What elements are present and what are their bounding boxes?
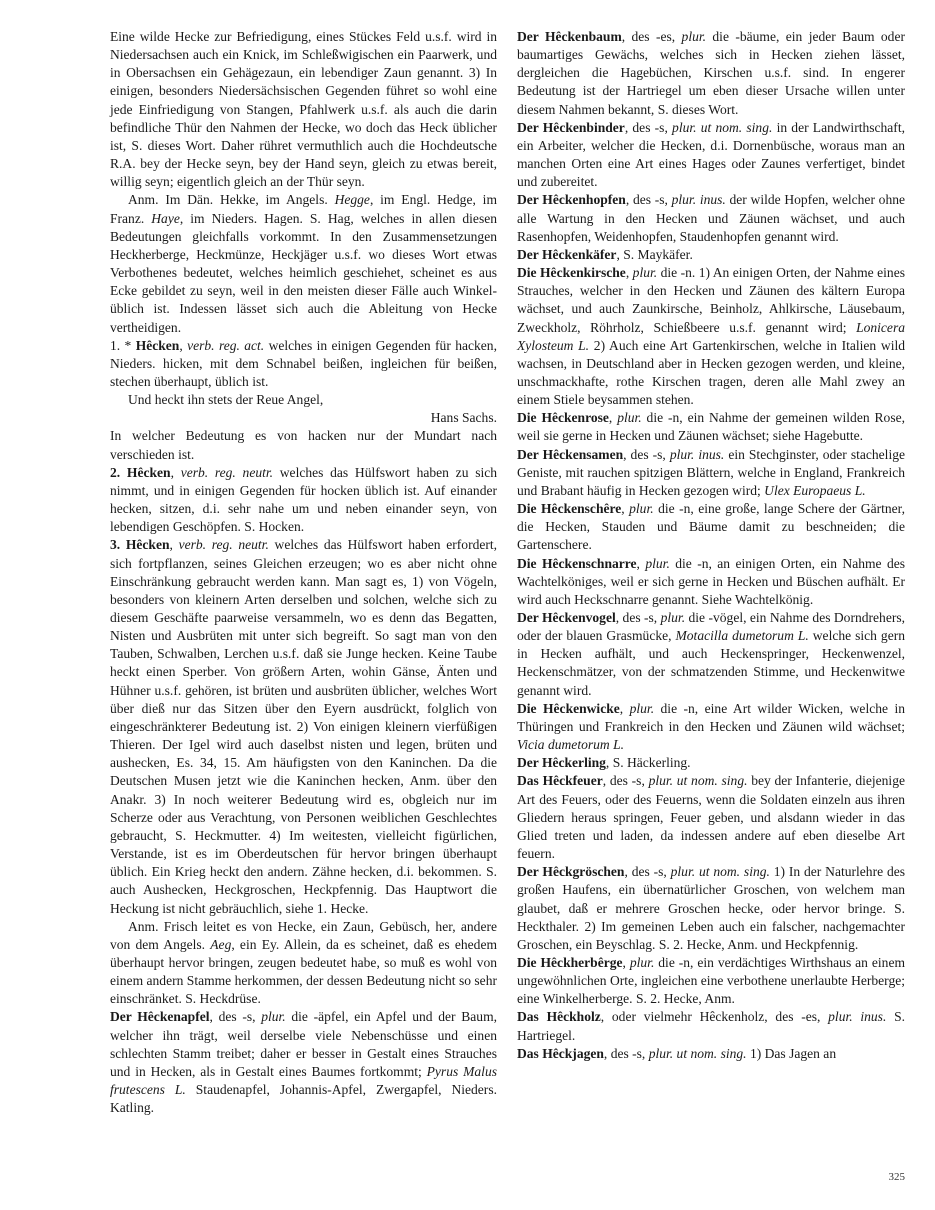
grammar-label: verb. reg. neutr. <box>178 537 269 553</box>
right-column <box>517 28 905 1063</box>
annotation-paragraph: Anm. Frisch leitet es von Hecke, ein Zaun, Gebüsch, her, andere von dem Angels. Aeg, ein Ey. Allein, da es scheinet, daß es ehedem überhaupt hervor bringen, zeugen bedeutet habe, so muß es wohl von einem andern Stamme herkommen, der dessen Bedeutung nicht so sehr einschränket. S. Heckdrüse. <box>110 918 497 1007</box>
entry-heckjagen: Das Hêckjagen, des -s, plur. ut nom. sing. 1) Das Jagen an <box>517 1045 837 1061</box>
entry-paragraph: In welcher Bedeutung es von hacken nur der Mundart nach verschieden ist. <box>110 428 497 462</box>
grammar-label: plur. inus. <box>828 1009 887 1025</box>
headword: Der Hêckgröschen <box>517 864 625 880</box>
entry-heckenbaum: Der Hêckenbaum, des -es, plur. die -bäume, ein jeder Baum oder baumartiges Gewächs, welches sich in Hecken ziehen lässet, dergleichen die Hagebüchen, Kirschen u.s.f. sind. In engerer Bedeutung ist der Hartriegel um eben dieser Ursache willen unter diesem Nahmen bekannt, S. dieses Wort. <box>517 29 905 117</box>
headword: Die Hêckenwicke <box>517 700 620 716</box>
entry-heckfeuer: Das Hêckfeuer, des -s, plur. ut nom. sing. bey der Infanterie, diejenige Art des Feuers, oder des Feuerns, wenn die Soldaten einzeln aus ihren Gliedern heraus springen, Feuer geben, und alsdann wieder in das Glied treten und laden, da indessen andere auf eben dieselbe Art feuern. <box>517 773 905 862</box>
headword: Der Hêckerling <box>517 755 606 771</box>
headword: Hêcken <box>126 464 171 480</box>
grammar-label: plur. ut nom. sing. <box>670 864 770 880</box>
grammar-label: plur. <box>261 1009 286 1025</box>
headword: Die Hêckenrose <box>517 410 609 426</box>
headword: Hêcken <box>125 537 170 553</box>
grammar-label: plur. <box>629 954 655 970</box>
grammar-label: plur. <box>629 501 654 517</box>
entry-hecken-1: 1. * Hêcken, verb. reg. act. welches in einigen Gegenden für hacken, Nieders. hicken, mit dem Schnabel beißen, ingleichen für beißen, stechen überhaupt, üblich ist. <box>110 337 497 389</box>
entry-heckenbinder: Der Hêckenbinder, des -s, plur. ut nom. sing. in der Landwirthschaft, ein Arbeiter, welcher die Hecken, d.i. Dornenbüsche, woraus man an manchen Orten eine Art eines Hages oder Zaunes verfertiget, bindet und zubereitet. <box>517 119 905 190</box>
grammar-label: plur. ut nom. sing. <box>648 773 748 789</box>
page-number: 325 <box>888 1171 905 1183</box>
grammar-label: plur. <box>660 610 686 625</box>
entry-heckensamen: Der Hêckensamen, des -s, plur. inus. ein Stechginster, oder stachelige Geniste, mit rauchen spitzigen Blättern, welche in England, Frankreich und Brabant häufig in Hecken gezogen wird; Ulex Europaeus L. <box>517 446 905 498</box>
headword: Der Hêckenkäfer <box>517 246 617 262</box>
quote-line: Und heckt ihn stets der Reue Angel, <box>128 392 324 408</box>
entry-heckenwicke: Die Hêckenwicke, plur. die -n, eine Art wilder Wicken, welche in Thüringen und Frankreich in den Hecken und Zäunen wild wächset; Vicia dumetorum L. <box>517 700 905 753</box>
entry-heckenhopfen: Der Hêckenhopfen, des -s, plur. inus. der wilde Hopfen, welcher ohne alle Wartung in den Hecken und Zäunen wächset, und auch Rasenhopfen, Weidenhopfen, Staudenhopfen genannt wird. <box>517 192 906 244</box>
entry-heckenschnarre: Die Hêckenschnarre, plur. die -n, an einigen Orten, ein Nahme des Wachtelköniges, weil er sich gerne in Hecken und Büschen aufhält. Er wird auch Heckschnarre genannt. Siehe Wachtelkönig. <box>517 555 905 607</box>
grammar-label: plur. <box>617 410 642 426</box>
grammar-label: plur. ut nom. sing. <box>672 119 773 135</box>
entry-heckenschere: Die Hêckenschêre, plur. die -n, eine große, lange Schere der Gärtner, die Hecken, Stauden und Bäume damit zu beschneiden; die Gartenschere. <box>517 501 906 553</box>
headword: Der Hêckensamen <box>517 446 624 462</box>
grammar-label: plur. <box>629 700 655 716</box>
grammar-label: plur. <box>681 29 707 44</box>
headword: Die Hêckenschnarre <box>517 555 637 571</box>
grammar-label: verb. reg. neutr. <box>180 464 274 480</box>
grammar-label: plur. inus. <box>669 446 725 462</box>
grammar-label: plur. <box>632 265 658 281</box>
entry-heckenkirsche: Die Hêckenkirsche, plur. die -n. 1) An einigen Orten, der Nahme eines Strauches, welcher in den Hecken und Zäunen des kältern Europa wächset, und auch Zaunkirsche, Beinholz, Ahlkirsche, Läusebaum, Zweckholz, Röhrholz, Schießbeere u.s.f. genannt wird; Lonicera Xylosteum L. 2) Auch eine Art Gartenkirschen, welche in Italien wild wachsen, in Deutschland aber in Hecken gezogen werden, und kleine, unschmackhafte, rothe Kirschen tragen, deren alle Mahl zwey an einem Stiele beysammen stehen. <box>517 265 905 408</box>
headword: Das Hêckholz <box>517 1009 601 1025</box>
headword: Das Hêckfeuer <box>517 773 603 789</box>
entry-paragraph: Eine wilde Hecke zur Befriedigung, eines Stückes Feld u.s.f. wird in Niedersachsen auch ein Knick, im Schleßwigischen ein Paarwerk, und in Obersachsen ein Gehägezaun, ein lebendiger Zaun genannt. 3) In einigen, besonders Niedersächsischen Gegenden führet so wohl eine jede Einfriedigung von Stangen, Pfahlwerk u.s.f. als auch die darin befindliche Thür den Nahmen der Hecke, wo doch das Heck üblicher ist, S. dieses Wort. Daher rühret vermuthlich auch die Hochdeutsche R.A. bey der Hecke seyn, bey der Hand seyn, gleich zu etwas bereit, willig seyn; eigentlich gleich an der Thür seyn. <box>110 29 497 190</box>
grammar-label: plur. inus. <box>671 192 726 208</box>
grammar-label: plur. <box>645 555 670 571</box>
entry-heckenkaefer: Der Hêckenkäfer, S. Maykäfer. <box>517 246 693 262</box>
entry-heckenrose: Die Hêckenrose, plur. die -n, ein Nahme der gemeinen wilden Rose, weil sie gerne in Hecken und Zäunen wächset; siehe Hagebutte. <box>517 410 905 444</box>
headword: Die Hêckherbêrge <box>517 954 623 970</box>
headword: Der Hêckenhopfen <box>517 192 626 208</box>
latin-name: Lonicera Xylosteum L. <box>517 319 905 353</box>
headword: Das Hêckjagen <box>517 1045 604 1061</box>
grammar-label: verb. reg. act. <box>187 337 265 353</box>
headword: Der Hêckenvogel <box>517 610 616 625</box>
entry-heckerling: Der Hêckerling, S. Häckerling. <box>517 755 691 771</box>
entry-heckenapfel: Der Hêckenapfel, des -s, plur. die -äpfel, ein Apfel und der Baum, welcher ihn trägt, weil derselbe viele Nebenschüsse und einen schlechten Stamm treibet; daher er besser in Gestalt eines Strauches und in Hecken, als in Gestalt eines Baumes fortkommt; Pyrus Malus frutescens L. Staudenapfel, Johannis-Apfel, Zwergapfel, Nieders. Katling. <box>110 1009 497 1116</box>
entry-heckenvogel: Der Hêckenvogel, des -s, plur. die -vögel, ein Nahme des Dorndrehers, oder der blauen Grasmücke, Motacilla dumetorum L. welche sich gern in Hecken aufhält, und auch Heckenspringer, Heckenwenzel, Heckenschmätzer, von der schmatzenden Stimme, und Heckenwitwe genannt wird. <box>517 610 905 698</box>
headword: Der Hêckenbaum <box>517 29 622 44</box>
left-column <box>110 28 497 1117</box>
latin-name: Ulex Europaeus L. <box>764 482 866 498</box>
headword: Die Hêckenkirsche <box>517 265 626 281</box>
entry-heckherberge: Die Hêckherbêrge, plur. die -n, ein verdächtiges Wirthshaus an einem ungewöhnlichen Orte, ingleichen eine verbothene unerlaubte Herberge; eine Winkelherberge. S. 2. Hecke, Anm. <box>517 954 905 1007</box>
latin-name: Motacilla dumetorum L. <box>675 628 809 644</box>
latin-name: Vicia dumetorum L. <box>517 737 624 753</box>
entry-heckholz: Das Hêckholz, oder vielmehr Hêckenholz, des -es, plur. inus. S. Hartriegel. <box>517 1009 906 1043</box>
headword: Der Hêckenbinder <box>517 119 625 135</box>
entry-heckgroschen: Der Hêckgröschen, des -s, plur. ut nom. sing. 1) In der Naturlehre des großen Haufens, ein übernatürlicher Groschen, von welchem man glaubet, daß er mehrere Groschen hecke, oder hervor bringe. S. Heckthaler. 2) Im gemeinen Leben auch ein falscher, nachgemachter Groschen, ein Beyschlag. S. 2. Hecke, Anm. und Heckpfennig. <box>517 864 905 952</box>
grammar-label: plur. ut nom. sing. <box>648 1045 747 1061</box>
annotation-paragraph: Anm. Im Dän. Hekke, im Angels. Hegge, im Engl. Hedge, im Franz. Haye, im Nieders. Hagen. S. Hag, welches in allen diesen Bedeutungen gleichfalls vorkommt. In den Zusammensetzungen Heckherberge, Heckmünze, Heckjäger u.s.f. wo dieses Wort etwas Verbothenes bedeutet, welches heimlich geschiehet, scheinet es aus Ecke gebildet zu seyn, weil in den meisten dieser Fälle auch Winkel- üblich ist. Indessen lässet sich auch die Ableitung von Hecke vertheidigen. <box>110 192 498 335</box>
latin-name: Pyrus Malus frutescens L. <box>110 1063 497 1098</box>
headword: Der Hêckenapfel <box>110 1009 210 1025</box>
quote-attribution: Hans Sachs. <box>430 410 497 426</box>
headword: Hêcken <box>135 337 180 353</box>
headword: Die Hêckenschêre <box>517 501 622 517</box>
entry-number: 2. <box>110 464 127 480</box>
entry-hecken-2: 2. Hêcken, verb. reg. neutr. welches das Hülfswort haben zu sich nimmt, und in einigen Gegenden für hocken üblich ist. Auf einander hecken, sitzen, d.i. sehr nahe um und neben einander seyn, von lebendigen Geschöpfen. S. Hocken. <box>110 464 498 535</box>
entry-number: 3. <box>110 537 126 553</box>
entry-hecken-3: 3. Hêcken, verb. reg. neutr. welches das Hülfswort haben erfordert, sich fortpflanzen, seines Gleichen erzeugen; wo es aber nicht ohne Einschränkung gebraucht werden kann. Man sagt es, 1) von Vögeln, besonders von kleinern Arten derselben und solchen, welche sich zu diesem Geschäfte paarweise versammeln, wo es denn das Begatten, Nisten und Ausbrüten mit unter sich begreift. So sagt man von den Tauben, Schwalben, Lerchen u.s.f. daß sie Junge hecken. Keine Taube heckt einen Sperber. Von größern Arten, wohin Gänse, Änten und Hühner u.s.f. gehören, ist brüten und ausbrüten üblicher, welches Wort über dieß nur das Sitzen über den Eyern ausdrückt, folglich von eingeschränkterer Bedeutung ist. 2) Von einigen kleinern vierfüßigen Thieren. Der Igel wird auch daselbst nisten und legen, brüten und aushecken, Es. 34, 15. Am häufigsten von den Kaninchen. Da die Deutschen Musen jetzt wie die Kaninchen hecken, Anm. über den Anakr. 3) In noch weiterer Bedeutung wird es, obgleich nur im Scherze oder aus Verachtung, von Personen weiblichen Geschlechtes gebraucht, S. Heckmutter. 4) Im weitesten, vielleicht figürlichen, Verstande, ist es im Oberdeutschen für hervor bringen überhaupt üblich. Ein Krieg heckt den andern. Zähne hecken, d.i. bekommen. S. auch Aushecken, Heckgroschen, Heckpfennig. Das Hauptwort die Heckung ist nicht gebräuchlich, siehe 1. Hecke. <box>110 537 498 916</box>
